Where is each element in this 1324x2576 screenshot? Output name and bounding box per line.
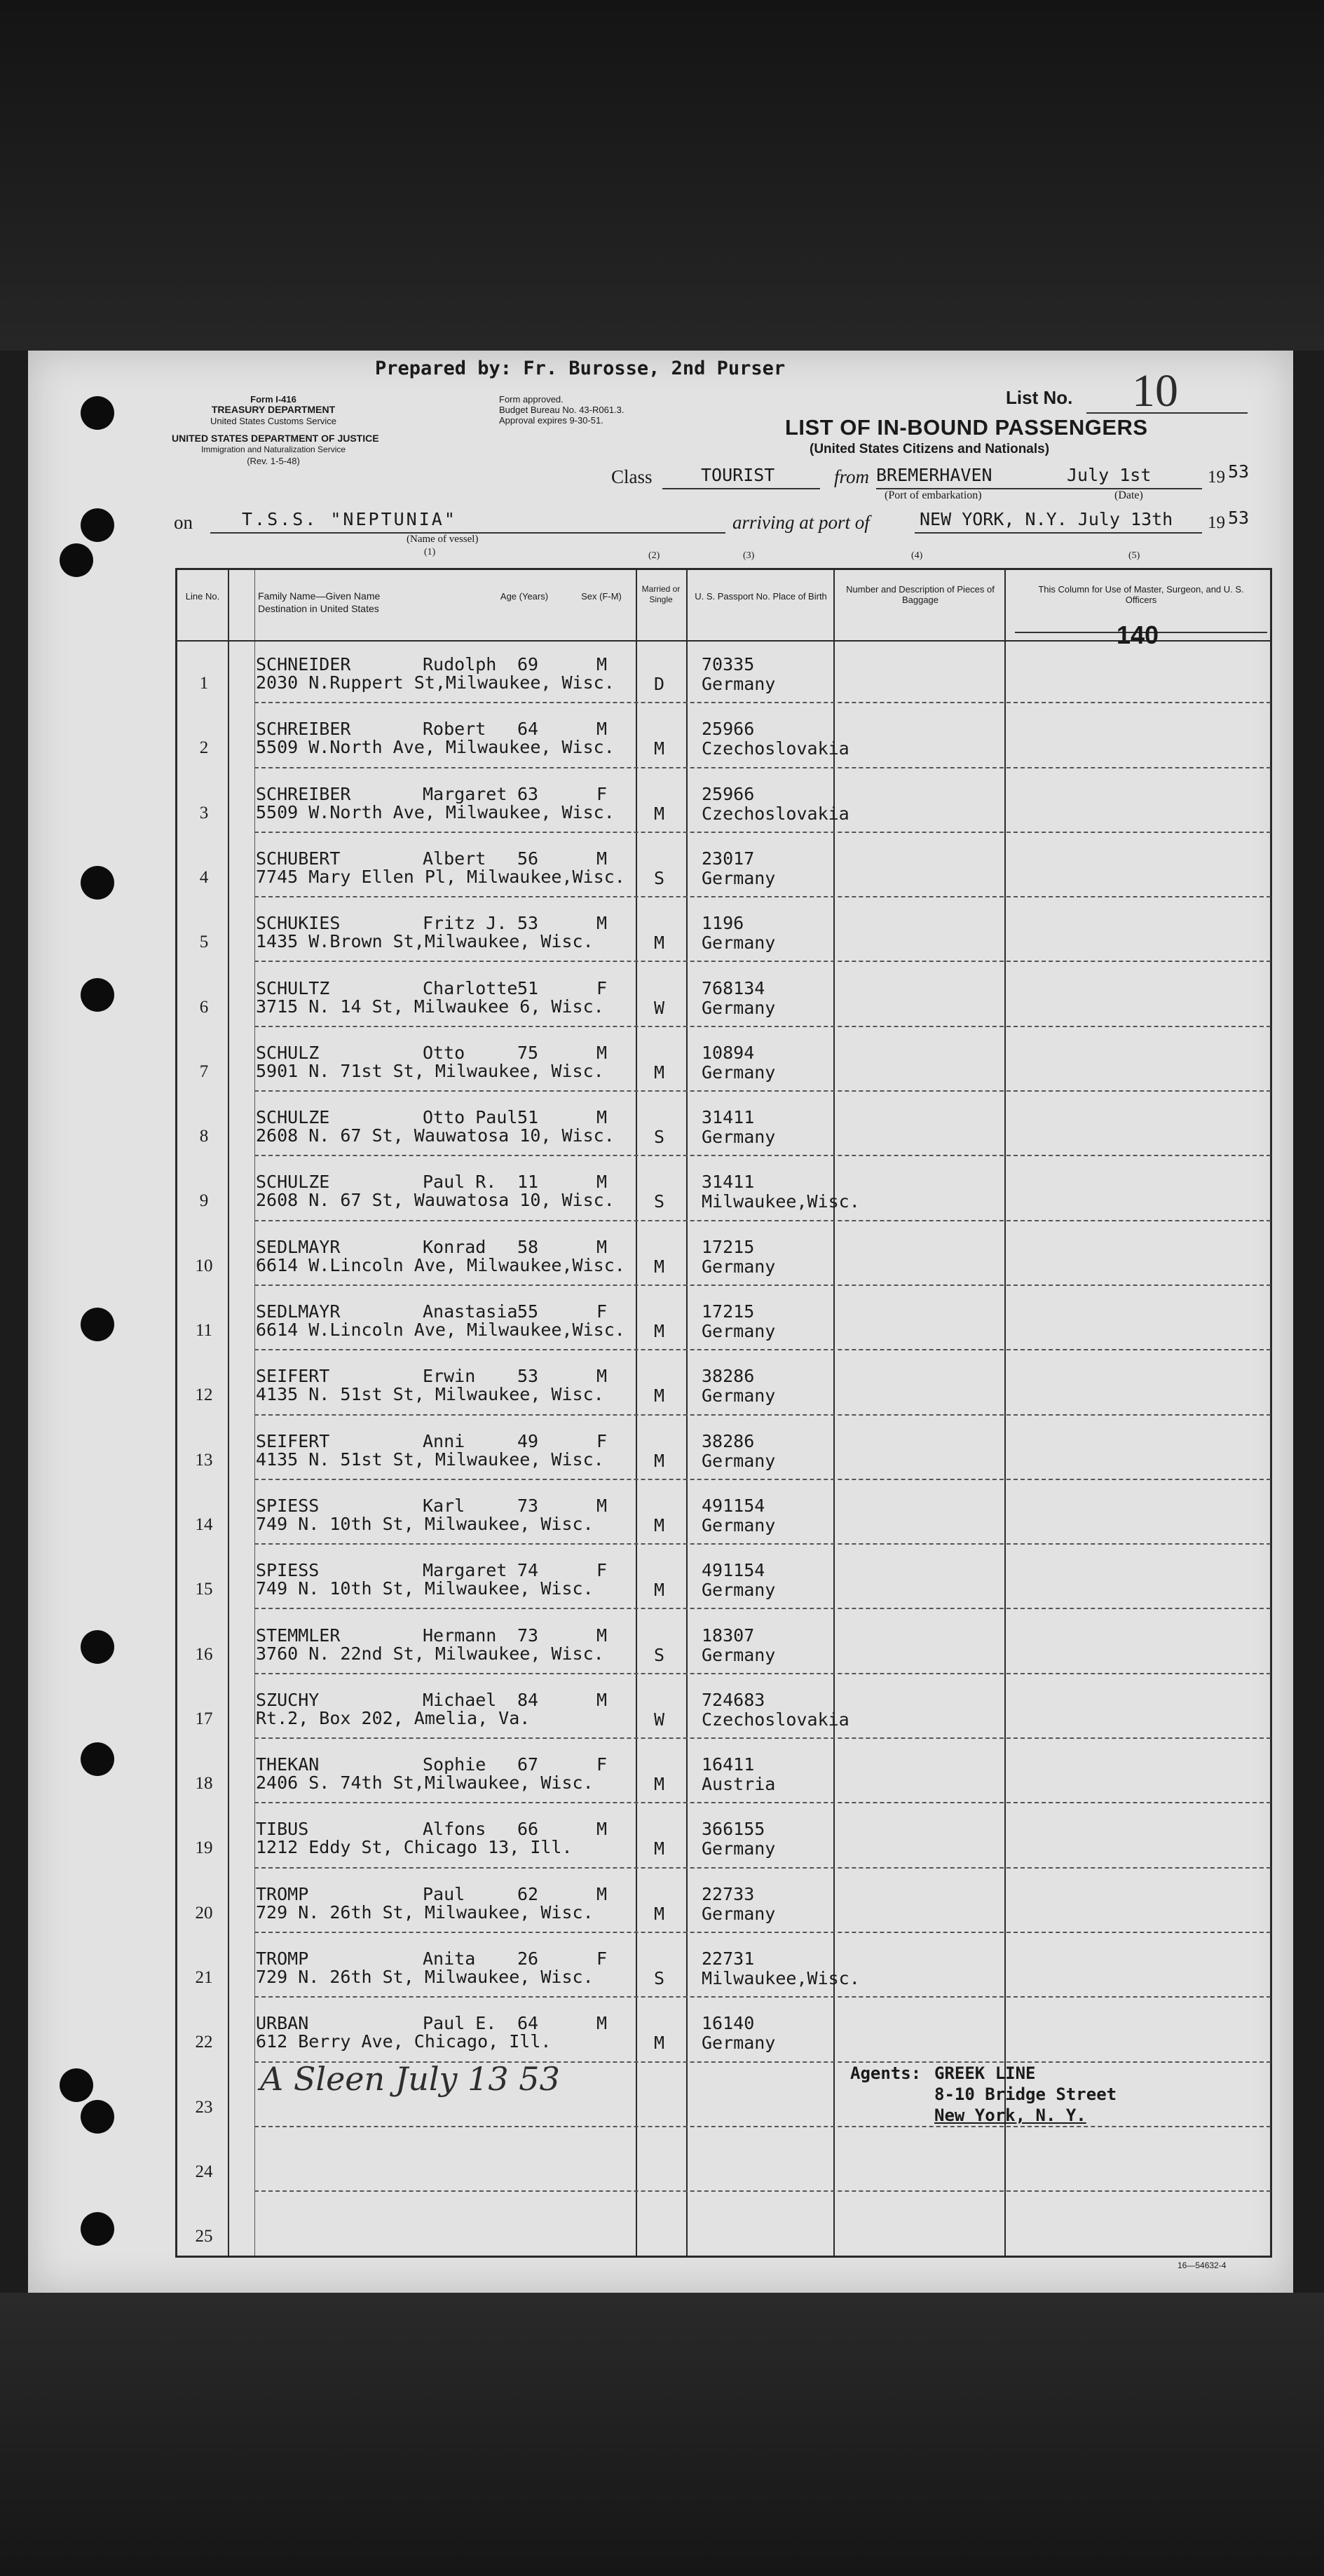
passenger-sex: M [596,1172,608,1193]
table-row [177,1158,1274,1222]
passenger-birthplace: Germany [702,1644,776,1665]
passenger-surname: SCHNEIDER [256,654,351,674]
document-subtitle: (United States Citizens and Nationals) [810,442,1050,456]
passenger-marital-status: M [654,933,665,954]
justice-dept: UNITED STATES DEPARTMENT OF JUSTICE [172,433,379,444]
column-header-line: Line No. [185,591,220,602]
passenger-sex: F [596,1301,608,1322]
passenger-passport-no: 10894 [702,1042,755,1063]
line-number: 13 [195,1450,213,1470]
table-row [177,1611,1274,1676]
table-row [177,1352,1274,1416]
passenger-destination: 2608 N. 67 St, Wauwatosa 10, Wisc. [256,1125,615,1146]
line-number: 22 [195,2033,213,2052]
passenger-age: 26 [517,1948,539,1969]
column-header-name: Family Name—Given Name [258,590,381,602]
passenger-destination: 6614 W.Lincoln Ave, Milwaukee,Wisc. [256,1320,625,1340]
punch-hole [81,508,114,542]
passenger-sex: M [596,1883,608,1904]
line-number: 24 [195,2162,213,2181]
passenger-surname: SEDLMAYR [256,1301,341,1322]
punch-hole [81,2100,114,2134]
passenger-marital-status: M [654,1450,665,1471]
passenger-marital-status: M [654,1385,665,1406]
passenger-age: 74 [517,1560,539,1581]
passenger-destination: 5509 W.North Ave, Milwaukee, Wisc. [256,801,615,822]
passenger-birthplace: Czechoslovakia [702,803,849,824]
form-number: Form I-416 [250,394,296,405]
date-value: July 1st [1067,465,1152,485]
table-row [177,640,1274,705]
passenger-given-name: Hermann [423,1625,497,1646]
passenger-surname: SEDLMAYR [256,1236,341,1257]
passenger-surname: TIBUS [256,1819,309,1840]
passenger-sex: M [596,2013,608,2034]
scanner-background-top [0,0,1324,351]
passenger-sex: F [596,1948,608,1969]
passenger-birthplace: Czechoslovakia [702,1709,849,1730]
passenger-birthplace: Germany [702,1903,776,1924]
passenger-birthplace: Czechoslovakia [702,738,849,759]
passenger-destination: 7745 Mary Ellen Pl, Milwaukee,Wisc. [256,866,625,887]
class-value: TOURIST [701,465,775,485]
passenger-surname: SCHUKIES [256,913,341,934]
passenger-marital-status: W [654,997,665,1018]
passenger-passport-no: 491154 [702,1495,765,1516]
passenger-birthplace: Germany [702,1580,776,1601]
port-caption: (Port of embarkation) [885,489,982,501]
passenger-destination: 4135 N. 51st St, Milwaukee, Wisc. [256,1449,604,1470]
table-row-empty [177,2129,1274,2193]
passenger-birthplace: Germany [702,867,776,888]
passenger-birthplace: Germany [702,1127,776,1148]
passenger-sex: F [596,977,608,998]
passenger-sex: M [596,1689,608,1710]
official-signature: A Sleen July 13 53 [260,2060,560,2098]
passenger-age: 73 [517,1495,539,1516]
passenger-marital-status: D [654,674,665,694]
passenger-sex: M [596,848,608,869]
passenger-given-name: Otto Paul [423,1107,518,1128]
table-row [177,1805,1274,1869]
passenger-sex: M [596,1107,608,1128]
line-number: 6 [199,997,209,1017]
passenger-given-name: Robert [423,719,486,740]
passenger-surname: SCHUBERT [256,848,341,869]
passenger-table [175,568,1272,2258]
port-value: BREMERHAVEN [876,465,992,485]
customs-service: United States Customs Service [210,416,336,426]
passenger-surname: SEIFERT [256,1430,330,1451]
column-number-5: (5) [1128,550,1140,561]
list-no-value: 10 [1132,365,1178,416]
scanner-background-bottom [0,2293,1324,2576]
passenger-age: 69 [517,654,539,674]
passenger-given-name: Paul R. [423,1172,497,1193]
line-number: 18 [195,1774,213,1794]
passenger-age: 62 [517,1883,539,1904]
passenger-given-name: Alfons [423,1819,486,1840]
prepared-by: Prepared by: Fr. Burosse, 2nd Purser [375,358,786,379]
date-caption: (Date) [1114,489,1143,501]
line-number: 4 [199,867,209,887]
passenger-surname: SCHULTZ [256,977,330,998]
passenger-given-name: Charlotte [423,977,518,998]
line-number: 10 [195,1256,213,1275]
passenger-surname: SPIESS [256,1495,320,1516]
passenger-sex: M [596,1236,608,1257]
passenger-marital-status: M [654,738,665,759]
approval-line-1: Form approved. [499,394,564,405]
vessel-value: T.S.S. "NEPTUNIA" [242,509,457,529]
passenger-destination: 729 N. 26th St, Milwaukee, Wisc. [256,1902,594,1923]
passenger-age: 55 [517,1301,539,1322]
passenger-age: 64 [517,719,539,740]
line-number: 21 [195,1968,213,1987]
passenger-age: 49 [517,1430,539,1451]
passenger-surname: TROMP [256,1948,309,1969]
table-row [177,964,1274,1029]
line-number: 20 [195,1903,213,1923]
passenger-passport-no: 366155 [702,1819,765,1840]
passenger-birthplace: Germany [702,2033,776,2054]
passenger-birthplace: Germany [702,933,776,954]
table-row-empty [177,2193,1274,2258]
year-value: 53 [1228,461,1250,482]
table-row [177,834,1274,899]
passenger-marital-status: S [654,867,665,888]
arrival-value: NEW YORK, N.Y. July 13th [920,509,1173,529]
passenger-sex: M [596,1495,608,1516]
class-label: Class [611,466,653,487]
passenger-age: 73 [517,1625,539,1646]
line-number: 19 [195,1838,213,1858]
table-row [177,1029,1274,1093]
passenger-surname: SCHULZE [256,1172,330,1193]
table-row [177,705,1274,769]
officer-count: 140 [1117,621,1159,649]
passenger-marital-status: M [654,2033,665,2054]
agents-line-2: 8-10 Bridge Street [934,2084,1117,2104]
agents-line-1: GREEK LINE [934,2063,1036,2083]
passenger-sex: M [596,913,608,934]
passenger-sex: F [596,1560,608,1581]
passenger-passport-no: 38286 [702,1366,755,1387]
passenger-marital-status: W [654,1709,665,1730]
passenger-given-name: Anastasia [423,1301,518,1322]
vessel-column-number: (1) [424,547,436,557]
passenger-surname: SZUCHY [256,1689,320,1710]
passenger-age: 84 [517,1689,539,1710]
column-number-3: (3) [743,550,755,561]
line-number: 8 [199,1127,209,1146]
passenger-given-name: Sophie [423,1754,486,1775]
passenger-passport-no: 16140 [702,2013,755,2034]
year-prefix: 19 [1208,468,1225,487]
passenger-age: 63 [517,783,539,804]
column-header-destination: Destination in United States [258,603,379,614]
column-number-4: (4) [911,550,923,561]
passenger-destination: 5901 N. 71st St, Milwaukee, Wisc. [256,1060,604,1081]
passenger-sex: M [596,1625,608,1646]
passenger-birthplace: Germany [702,1514,776,1536]
table-row [177,1870,1274,1934]
passenger-surname: THEKAN [256,1754,320,1775]
column-header-passport: U. S. Passport No. Place of Birth [695,591,827,602]
footer-code: 16—54632-4 [1178,2260,1227,2270]
passenger-age: 56 [517,848,539,869]
passenger-destination: 729 N. 26th St, Milwaukee, Wisc. [256,1967,594,1987]
punch-hole [81,1308,114,1341]
passenger-destination: 3715 N. 14 St, Milwaukee 6, Wisc. [256,996,604,1017]
line-number: 3 [199,803,209,822]
from-label: from [834,466,870,487]
passenger-destination: 5509 W.North Ave, Milwaukee, Wisc. [256,737,615,758]
passenger-sex: M [596,1366,608,1387]
table-row [177,1482,1274,1546]
table-row [177,1417,1274,1482]
column-header-baggage: Number and Description of Pieces of Baggage [846,584,995,605]
table-row [177,1223,1274,1287]
table-row [177,899,1274,963]
line-number: 11 [195,1321,213,1340]
revision: (Rev. 1-5-48) [247,456,300,466]
line-number: 5 [199,933,209,952]
table-row [177,1546,1274,1611]
passenger-age: 51 [517,977,539,998]
passenger-given-name: Konrad [423,1236,486,1257]
punch-hole [81,1630,114,1664]
line-number: 14 [195,1514,213,1534]
passenger-marital-status: S [654,1968,665,1988]
passenger-surname: SCHREIBER [256,783,351,804]
punch-hole [60,543,93,577]
table-row [177,1934,1274,1999]
line-number: 25 [195,2227,213,2246]
table-row [177,1093,1274,1158]
passenger-given-name: Margaret [423,1560,507,1581]
column-header-married: Married or Single [641,584,681,604]
passenger-marital-status: S [654,1644,665,1665]
line-number: 9 [199,1191,209,1211]
passenger-surname: SPIESS [256,1560,320,1581]
passenger-marital-status: M [654,1062,665,1083]
approval-line-2: Budget Bureau No. 43-R061.3. [499,405,625,415]
column-number-2: (2) [648,550,660,561]
passenger-passport-no: 768134 [702,977,765,998]
passenger-destination: 1435 W.Brown St,Milwaukee, Wisc. [256,931,594,952]
passenger-given-name: Michael [423,1689,497,1710]
passenger-age: 66 [517,1819,539,1840]
passenger-surname: SEIFERT [256,1366,330,1387]
passenger-passport-no: 70335 [702,654,755,674]
passenger-birthplace: Milwaukee,Wisc. [702,1968,860,1988]
passenger-passport-no: 38286 [702,1430,755,1451]
arrival-year-prefix: 19 [1208,513,1225,532]
passenger-passport-no: 25966 [702,719,755,740]
document-title: LIST OF IN-BOUND PASSENGERS [785,415,1148,440]
passenger-passport-no: 16411 [702,1754,755,1775]
passenger-passport-no: 17215 [702,1301,755,1322]
passenger-marital-status: M [654,803,665,824]
passenger-given-name: Fritz J. [423,913,507,934]
table-row [177,1999,1274,2063]
passenger-passport-no: 23017 [702,848,755,869]
passenger-destination: 2608 N. 67 St, Wauwatosa 10, Wisc. [256,1190,615,1211]
passenger-marital-status: S [654,1191,665,1212]
punch-hole [81,2212,114,2246]
passenger-passport-no: 724683 [702,1689,765,1710]
passenger-given-name: Rudolph [423,654,497,674]
passenger-surname: SCHREIBER [256,719,351,740]
line-number: 15 [195,1580,213,1599]
passenger-birthplace: Germany [702,1256,776,1277]
passenger-surname: STEMMLER [256,1625,341,1646]
passenger-given-name: Margaret [423,783,507,804]
passenger-birthplace: Germany [702,1385,776,1406]
passenger-passport-no: 22731 [702,1948,755,1969]
passenger-given-name: Paul E. [423,2013,497,2034]
immigration-service: Immigration and Naturalization Service [200,445,346,454]
passenger-age: 67 [517,1754,539,1775]
passenger-given-name: Otto [423,1042,465,1063]
line-number: 2 [199,738,209,758]
agents-label: Agents: [850,2063,922,2083]
punch-hole [81,1742,114,1776]
passenger-age: 11 [517,1172,539,1193]
passenger-age: 75 [517,1042,539,1063]
passenger-birthplace: Germany [702,1062,776,1083]
vessel-caption: (Name of vessel) [407,534,479,545]
line-number: 1 [199,674,209,693]
passenger-destination: 749 N. 10th St, Milwaukee, Wisc. [256,1578,594,1599]
punch-hole [81,978,114,1012]
passenger-passport-no: 25966 [702,783,755,804]
passenger-birthplace: Germany [702,1321,776,1341]
passenger-sex: F [596,1430,608,1451]
passenger-surname: TROMP [256,1883,309,1904]
passenger-destination: Rt.2, Box 202, Amelia, Va. [256,1707,531,1728]
column-header-age: Age (Years) [500,591,549,602]
column-header-officers: This Column for Use of Master, Surgeon, and U. S. Officers [1038,584,1244,605]
passenger-given-name: Karl [423,1495,465,1516]
passenger-marital-status: M [654,1580,665,1601]
passenger-destination: 3760 N. 22nd St, Milwaukee, Wisc. [256,1643,604,1664]
passenger-given-name: Anni [423,1430,465,1451]
passenger-destination: 2030 N.Ruppert St,Milwaukee, Wisc. [256,672,615,693]
line-number: 16 [195,1644,213,1664]
passenger-destination: 2406 S. 74th St,Milwaukee, Wisc. [256,1772,594,1794]
passenger-surname: SCHULZE [256,1107,330,1128]
passenger-passport-no: 17215 [702,1236,755,1257]
passenger-given-name: Paul [423,1883,465,1904]
passenger-birthplace: Germany [702,1450,776,1471]
agents-line-3: New York, N. Y. [934,2106,1086,2125]
list-no-label: List No. [1006,387,1073,408]
table-row [177,1676,1274,1740]
line-number: 17 [195,1709,213,1728]
passenger-destination: 612 Berry Ave, Chicago, Ill. [256,2031,552,2052]
passenger-marital-status: M [654,1514,665,1536]
passenger-age: 53 [517,913,539,934]
passenger-sex: F [596,1754,608,1775]
arriving-label: arriving at port of [732,512,870,533]
punch-hole [81,866,114,900]
passenger-surname: URBAN [256,2013,309,2034]
passenger-marital-status: M [654,1321,665,1341]
passenger-birthplace: Germany [702,997,776,1018]
passenger-marital-status: M [654,1774,665,1795]
table-row [177,1287,1274,1352]
passenger-marital-status: M [654,1903,665,1924]
passenger-birthplace: Milwaukee,Wisc. [702,1191,860,1212]
treasury-dept: TREASURY DEPARTMENT [211,404,336,415]
passenger-given-name: Erwin [423,1366,476,1387]
passenger-passport-no: 31411 [702,1107,755,1128]
column-header-sex: Sex (F-M) [581,591,622,602]
punch-hole [81,396,114,430]
passenger-age: 58 [517,1236,539,1257]
passenger-sex: M [596,1042,608,1063]
passenger-passport-no: 22733 [702,1883,755,1904]
manifest-page [28,351,1293,2293]
passenger-sex: F [596,783,608,804]
passenger-birthplace: Germany [702,674,776,694]
passenger-passport-no: 1196 [702,913,744,934]
line-number: 12 [195,1385,213,1405]
passenger-passport-no: 491154 [702,1560,765,1581]
passenger-birthplace: Austria [702,1774,776,1795]
passenger-given-name: Anita [423,1948,476,1969]
arrival-year-value: 53 [1228,508,1250,528]
table-row [177,770,1274,834]
passenger-sex: M [596,1819,608,1840]
passenger-birthplace: Germany [702,1838,776,1859]
passenger-age: 53 [517,1366,539,1387]
approval-line-3: Approval expires 9-30-51. [499,415,603,426]
passenger-destination: 1212 Eddy St, Chicago 13, Ill. [256,1837,573,1858]
passenger-sex: M [596,654,608,674]
passenger-age: 51 [517,1107,539,1128]
passenger-sex: M [596,719,608,740]
passenger-marital-status: S [654,1127,665,1148]
passenger-age: 64 [517,2013,539,2034]
passenger-destination: 4135 N. 51st St, Milwaukee, Wisc. [256,1384,604,1405]
line-number: 23 [195,2097,213,2117]
passenger-given-name: Albert [423,848,486,869]
passenger-marital-status: M [654,1256,665,1277]
punch-hole [60,2068,93,2102]
passenger-passport-no: 31411 [702,1172,755,1193]
line-number: 7 [199,1062,209,1081]
passenger-passport-no: 18307 [702,1625,755,1646]
table-row [177,1740,1274,1805]
on-label: on [174,512,193,533]
passenger-destination: 749 N. 10th St, Milwaukee, Wisc. [256,1513,594,1534]
passenger-marital-status: M [654,1838,665,1859]
passenger-destination: 6614 W.Lincoln Ave, Milwaukee,Wisc. [256,1254,625,1275]
passenger-surname: SCHULZ [256,1042,320,1063]
